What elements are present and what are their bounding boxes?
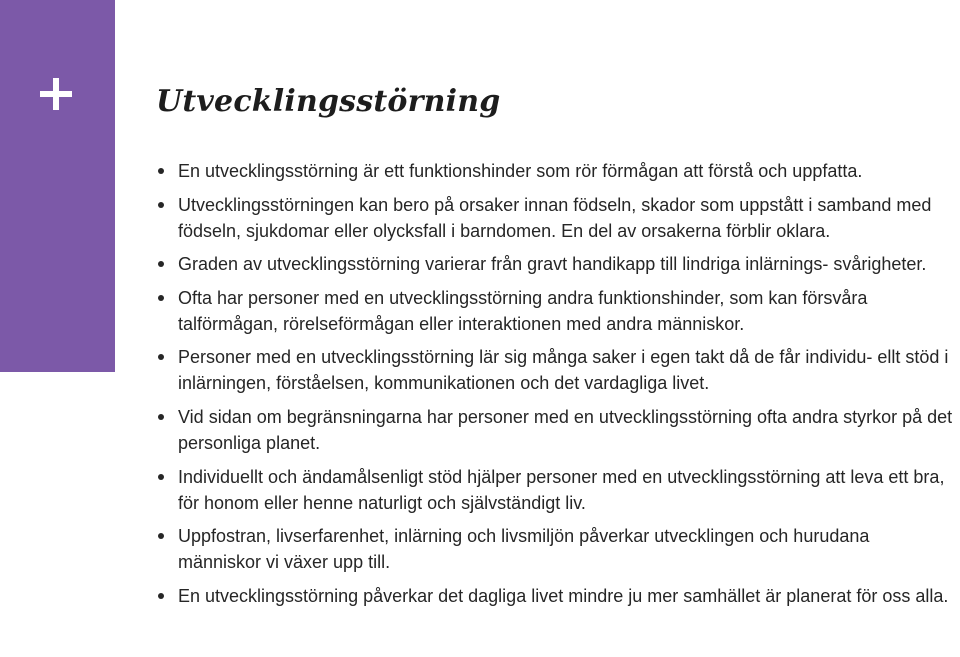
bullet-icon: [158, 295, 164, 301]
bullet-list: [156, 158, 956, 616]
bullet-text: Personer med en utvecklingsstörning lär sig många saker i egen takt då de får individu- ellt stöd i inlärningen, förståelsen, kommunikationen och det vardagliga livet.: [178, 347, 949, 394]
bullet-text: Ofta har personer med en utvecklingsstörning andra funktionshinder, som kan försvåra talförmågan, rörelseförmågan eller interaktionen med andra människor.: [178, 287, 868, 334]
bullet-icon: [158, 261, 164, 267]
bullet-icon: [158, 474, 164, 480]
bullet-icon: [158, 168, 164, 174]
bullet-text: Vid sidan om begränsningarna har personer med en utvecklingsstörning ofta andra styrkor på det personliga planet.: [178, 406, 953, 453]
plus-icon: [40, 78, 72, 110]
bullet-text: Graden av utvecklingsstörning varierar från gravt handikapp till lindriga inlärnings- svårigheter.: [178, 254, 927, 275]
bullet-icon: [158, 202, 164, 208]
list-item: [156, 285, 956, 337]
list-item: [156, 464, 956, 516]
list-item: [156, 158, 956, 184]
list-item: [156, 583, 956, 609]
bullet-icon: [158, 354, 164, 360]
list-item: [156, 523, 956, 575]
bullet-text: Uppfostran, livserfarenhet, inlärning och livsmiljön påverkar utvecklingen och hurudana människor vi växer upp till.: [178, 526, 870, 573]
bullet-icon: [158, 533, 164, 539]
bullet-icon: [158, 414, 164, 420]
list-item: [156, 251, 956, 277]
bullet-text: Individuellt och ändamålsenligt stöd hjälper personer med en utvecklingsstörning att leva ett bra, för honom eller henne naturligt och självständigt liv.: [178, 466, 945, 513]
list-item: [156, 344, 956, 396]
list-item: [156, 192, 956, 244]
side-accent-band: [0, 0, 115, 372]
slide-title: Utvecklingsstörning: [156, 84, 501, 119]
list-item: [156, 404, 956, 456]
bullet-text: Utvecklingsstörningen kan bero på orsaker innan födseln, skador som uppstått i samband med födseln, sjukdomar eller olycksfall i barndomen. En del av orsakerna förblir oklara.: [178, 194, 932, 241]
bullet-text: En utvecklingsstörning är ett funktionshinder som rör förmågan att förstå och uppfatta.: [178, 161, 863, 181]
bullet-icon: [158, 593, 164, 599]
bullet-text: En utvecklingsstörning påverkar det dagliga livet mindre ju mer samhället är planerat för oss alla.: [178, 585, 949, 606]
